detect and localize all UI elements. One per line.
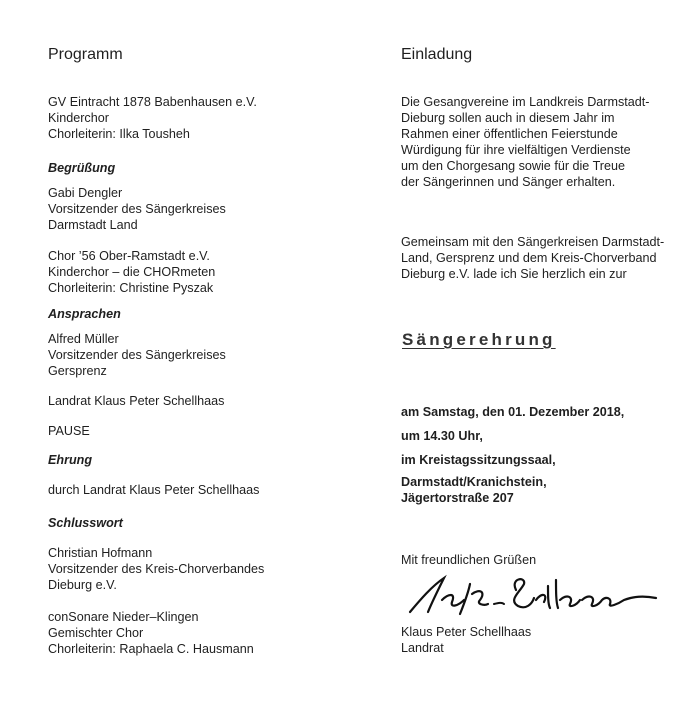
line: Vorsitzender des Kreis-Chorverbandes (48, 562, 265, 576)
signer-name: Klaus Peter Schellhaas (401, 625, 532, 639)
line: Chorleiterin: Christine Pyszak (48, 281, 214, 295)
line: Die Gesangvereine im Landkreis Darmstadt- (401, 95, 650, 109)
line: Christian Hofmann (48, 546, 153, 560)
event-venue: im Kreistagssitzungssaal, (401, 453, 556, 467)
line: um den Chorgesang sowie für die Treue (401, 159, 626, 173)
section-ehrung: Ehrung (48, 453, 93, 467)
line: Darmstadt Land (48, 218, 138, 232)
line: Chorleiterin: Raphaela C. Hausmann (48, 642, 254, 656)
line: Vorsitzender des Sängerkreises (48, 348, 226, 362)
einladung-heading: Einladung (401, 46, 473, 63)
line: Dieburg e.V. lade ich Sie herzlich ein zur (401, 267, 627, 281)
line: Land, Gersprenz und dem Kreis-Chorverband (401, 251, 657, 265)
line: Gemeinsam mit den Sängerkreisen Darmstadt- (401, 235, 665, 249)
program-item-ehrung: durch Landrat Klaus Peter Schellhaas (48, 483, 260, 497)
invitation-paragraph-2 (401, 234, 664, 282)
line: Chor ’56 Ober-Ramstadt e.V. (48, 249, 210, 263)
line: Dieburg e.V. (48, 578, 117, 592)
signer-title: Landrat (401, 641, 444, 655)
section-begruessung: Begrüßung (48, 161, 116, 175)
line: conSonare Nieder–Klingen (48, 610, 199, 624)
line: Gemischter Chor (48, 626, 144, 640)
invitation-paragraph-1 (401, 94, 649, 190)
section-ansprachen: Ansprachen (48, 307, 121, 321)
event-details (401, 402, 624, 506)
event-title: Sängerehrung (402, 330, 556, 349)
line: Alfred Müller (48, 332, 119, 346)
event-date: am Samstag, den 01. Dezember 2018, (401, 405, 625, 419)
section-schlusswort: Schlusswort (48, 516, 123, 530)
line: Kinderchor (48, 111, 109, 125)
line: Dieburg sollen auch in diesem Jahr im (401, 111, 615, 125)
program-item-landrat: Landrat Klaus Peter Schellhaas (48, 394, 225, 408)
line: Rahmen einer öffentlichen Feierstunde (401, 127, 618, 141)
program-item-pause: PAUSE (48, 424, 90, 438)
event-street: Jägertorstraße 207 (401, 491, 514, 505)
line: Gabi Dengler (48, 186, 123, 200)
line: Gersprenz (48, 364, 107, 378)
event-city: Darmstadt/Kranichstein, (401, 475, 547, 489)
program-item-ober-ramstadt (48, 248, 215, 296)
signer (401, 624, 531, 656)
program-item-consonare (48, 609, 254, 657)
greeting: Mit freundlichen Grüßen (401, 553, 537, 567)
line: Chorleiterin: Ilka Tousheh (48, 127, 190, 141)
line: der Sängerinnen und Sänger erhalten. (401, 175, 616, 189)
program-item-babenhausen (48, 94, 257, 142)
programm-heading: Programm (48, 46, 123, 63)
line: Würdigung für ihre vielfältigen Verdienste (401, 143, 631, 157)
event-time: um 14.30 Uhr, (401, 429, 483, 443)
signature (398, 570, 668, 620)
line: Vorsitzender des Sängerkreises (48, 202, 226, 216)
program-item-mueller (48, 331, 226, 379)
line: GV Eintracht 1878 Babenhausen e.V. (48, 95, 257, 109)
line: Kinderchor – die CHORmeten (48, 265, 216, 279)
program-item-dengler (48, 185, 226, 233)
program-item-hofmann (48, 545, 264, 593)
